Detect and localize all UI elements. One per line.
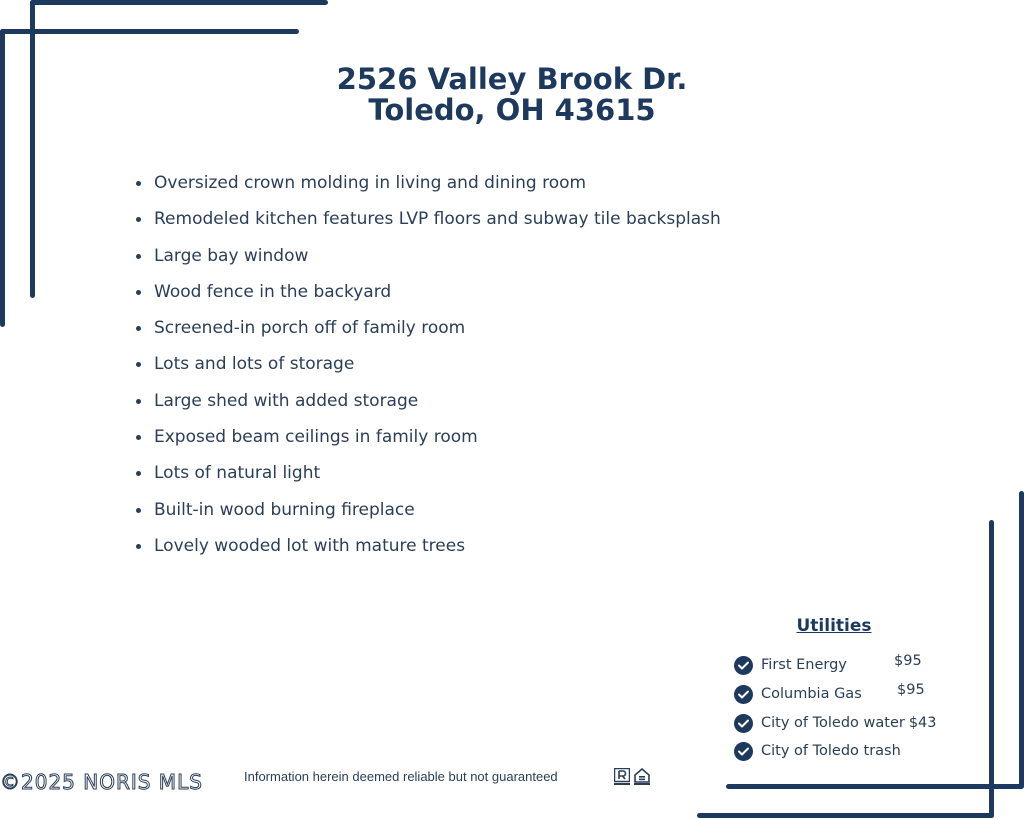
utility-name: City of Toledo water [761,715,905,731]
footer-logos [614,768,650,786]
top-left-frame-inner-horizontal [0,29,299,34]
utility-amount: $43 [908,715,937,731]
bottom-right-frame-outer-horizontal [726,784,1024,789]
feature-item: Built-in wood burning fireplace [134,492,721,528]
bottom-right-frame-inner-horizontal [697,813,994,818]
feature-item: Remodeled kitchen features LVP floors and subway tile backsplash [134,201,721,237]
feature-item: Exposed beam ceilings in family room [134,419,721,455]
disclaimer-text: Information herein deemed reliable but not guaranteed [244,769,558,784]
equal-housing-icon [634,768,650,786]
address-line-2: Toledo, OH 43615 [368,93,656,127]
feature-item: Lots and lots of storage [134,346,721,382]
feature-item: Large bay window [134,238,721,274]
utility-name: City of Toledo trash [761,743,901,759]
copyright-text: ©2025 NORIS MLS [0,770,203,794]
utilities-heading: Utilities [796,616,872,636]
bottom-right-frame-outer-vertical [1019,491,1024,788]
utility-amount: $95 [894,653,922,669]
utility-row [734,654,847,676]
bottom-right-frame-inner-vertical [989,520,994,818]
check-circle-icon [734,742,753,761]
top-left-frame-outer-vertical [30,0,35,298]
utility-row [734,740,901,762]
utility-name: Columbia Gas [761,686,862,702]
utility-row [734,683,862,705]
feature-item: Lovely wooded lot with mature trees [134,528,721,564]
check-circle-icon [734,714,753,733]
utility-row [734,712,937,734]
utility-name: First Energy [761,657,847,673]
check-circle-icon [734,656,753,675]
address-line-1: 2526 Valley Brook Dr. [336,62,688,96]
realtor-logo-icon [614,768,630,786]
top-left-frame-outer-horizontal [30,0,328,5]
check-circle-icon [734,685,753,704]
feature-list [134,165,721,564]
feature-item: Lots of natural light [134,455,721,491]
feature-item: Screened-in porch off of family room [134,310,721,346]
feature-item: Oversized crown molding in living and dining room [134,165,721,201]
feature-item: Large shed with added storage [134,383,721,419]
page-title [0,64,1024,126]
feature-item: Wood fence in the backyard [134,274,721,310]
utility-amount: $95 [897,682,925,698]
